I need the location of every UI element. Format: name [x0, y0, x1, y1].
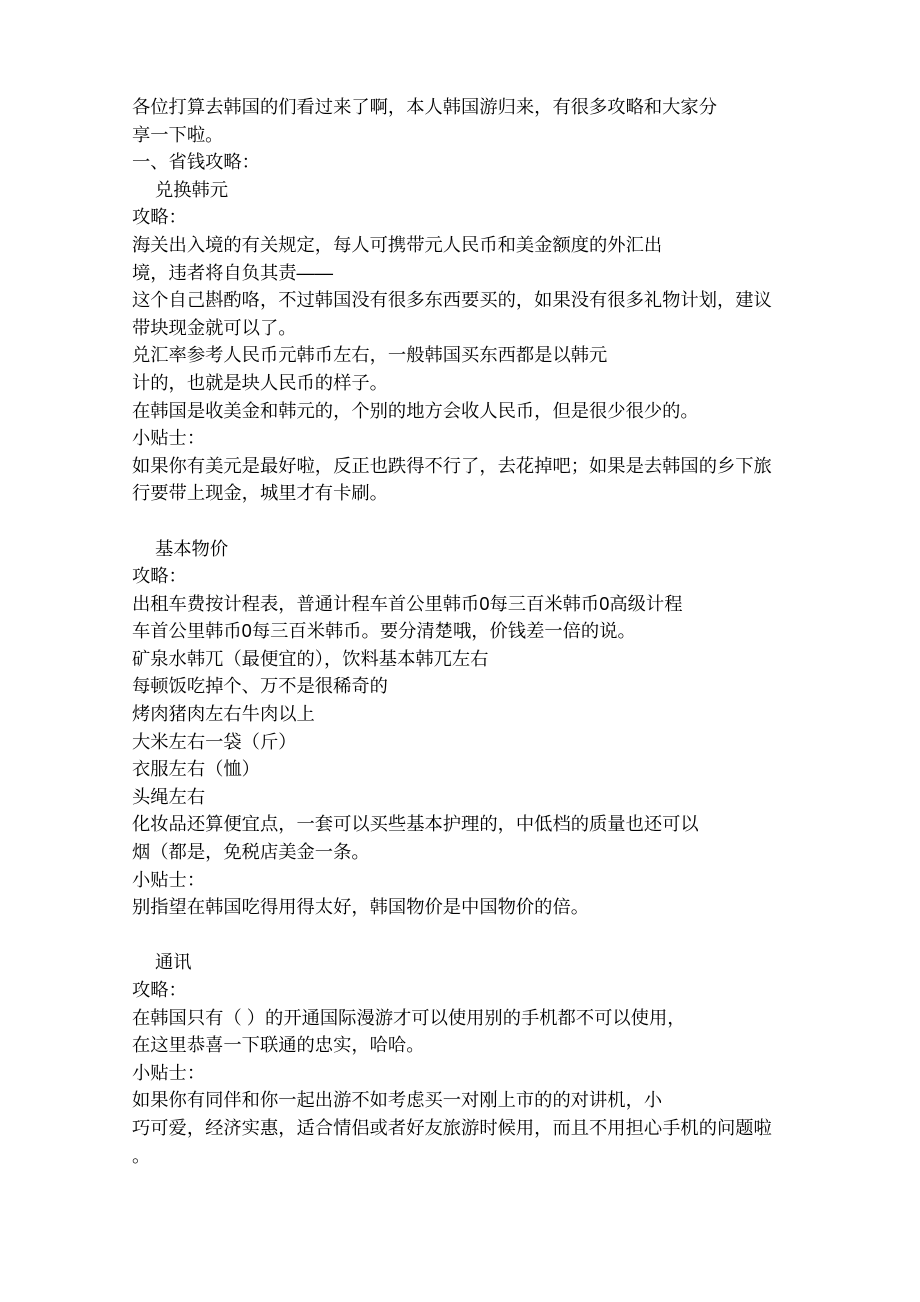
text-line: 出租车费按计程表，普通计程车首公里韩币0每三百米韩币0高级计程 — [132, 592, 683, 614]
text-line: 如果你有同伴和你一起出游不如考虑买一对刚上市的的对讲机，小 — [132, 1089, 663, 1111]
text-line: 小贴士： — [132, 427, 206, 449]
section-title: 通讯 — [155, 951, 192, 973]
text-line: 小贴士： — [132, 1061, 206, 1083]
section-title: 基本物价 — [155, 537, 229, 559]
text-line: 。 — [132, 1144, 151, 1166]
text-line: 境，违者将自负其责—— — [132, 261, 334, 283]
text-line: 在韩国是收美金和韩元的，个别的地方会收人民币，但是很少很少的。 — [132, 399, 699, 421]
text-line: 海关出入境的有关规定，每人可携带元人民币和美金额度的外汇出 — [132, 233, 663, 255]
intro-line: 一、省钱攻略： — [132, 151, 260, 173]
text-line: 别指望在韩国吃得用得太好，韩国物价是中国物价的倍。 — [132, 896, 590, 918]
text-line: 小贴士： — [132, 868, 206, 890]
text-line: 矿泉水韩兀（最便宜的），饮料基本韩兀左右 — [132, 647, 489, 669]
text-line: 如果你有美元是最好啦，反正也跌得不行了，去花掉吧；如果是去韩国的乡下旅 — [132, 454, 772, 476]
text-line: 行要带上现金，城里才有卡刷。 — [132, 482, 388, 504]
text-line: 在这里恭喜一下联通的忠实，哈哈。 — [132, 1034, 425, 1056]
intro-line: 享一下啦。 — [132, 123, 224, 145]
text-line: 每顿饭吃掉个、万不是很稀奇的 — [132, 675, 388, 697]
blank-line — [132, 507, 852, 535]
document-text — [132, 93, 852, 1169]
section-title: 兑换韩元 — [155, 178, 229, 200]
text-line: 这个自己斟酌咯，不过韩国没有很多东西要买的，如果没有很多礼物计划，建议 — [132, 289, 772, 311]
text-line: 计的，也就是块人民币的样子。 — [132, 371, 388, 393]
blank-line — [132, 921, 852, 949]
text-line: 烤肉猪肉左右牛肉以上 — [132, 703, 315, 725]
text-line: 攻略： — [132, 979, 187, 1000]
text-line: 大米左右一袋（斤） — [132, 730, 297, 752]
text-line: 化妆品还算便宜点，一套可以买些基本护理的，中低档的质量也还可以 — [132, 813, 699, 835]
text-line: 头绳左右 — [132, 785, 206, 807]
text-line: 衣服左右（恤） — [132, 758, 260, 780]
text-line: 带块现金就可以了。 — [132, 316, 297, 338]
text-line: 烟（都是，免税店美金一条。 — [132, 841, 370, 863]
text-line: 在韩国只有（ ）的开通国际漫游才可以使用别的手机都不可以使用， — [132, 1006, 686, 1028]
text-line: 兑汇率参考人民币元韩币左右，一般韩国买东西都是以韩元 — [132, 344, 608, 366]
text-line: 攻略： — [132, 206, 187, 228]
text-line: 巧可爱，经济实惠，适合情侣或者好友旅游时候用，而且不用担心手机的问题啦 — [132, 1116, 772, 1138]
intro-line: 各位打算去韩国的们看过来了啊，本人韩国游归来，有很多攻略和大家分 — [132, 96, 717, 117]
text-line: 车首公里韩币0每三百米韩币。要分清楚哦，价钱差一倍的说。 — [132, 620, 636, 642]
text-line: 攻略： — [132, 565, 187, 587]
